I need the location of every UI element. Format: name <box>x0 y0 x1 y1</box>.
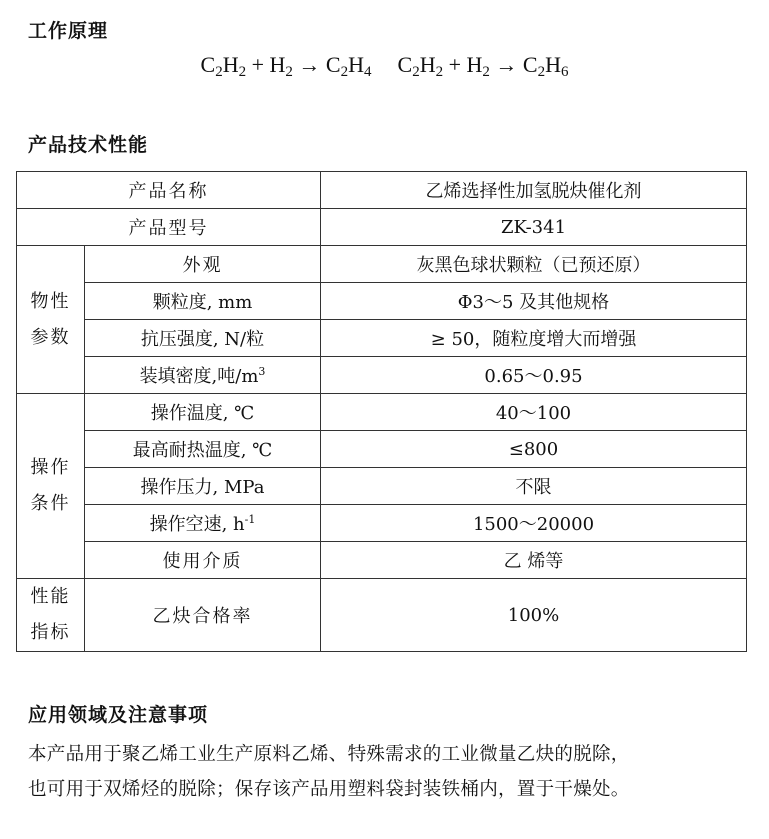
row-value: 灰黑色球状颗粒（已预还原） <box>321 246 747 283</box>
table-row <box>17 431 747 468</box>
notes-line-1: 本产品用于聚乙烯工业生产原料乙烯、特殊需求的工业微量乙炔的脱除， <box>28 744 630 765</box>
table-row <box>17 172 747 209</box>
table-row <box>17 320 747 357</box>
equation-2: $C_2H_2 + H_2 \to C_2H_6$ <box>397 52 569 80</box>
notes-line-2: 也可用于双烯烃的脱除；保存该产品用塑料袋封装铁桶内，置于干燥处。 <box>28 779 630 800</box>
row-value: Φ3～5 及其他规格 <box>321 283 747 320</box>
row-value: 不限 <box>321 468 747 505</box>
cell-value-product-name: 乙烯选择性加氢脱炔催化剂 <box>321 172 747 209</box>
row-label: 最高耐热温度, ℃ <box>85 431 321 468</box>
row-value: 乙 烯等 <box>321 542 747 579</box>
row-label: 操作压力, MPa <box>85 468 321 505</box>
row-label: 颗粒度, mm <box>85 283 321 320</box>
group-cell-performance: 性能 指标 <box>17 579 85 652</box>
row-label: 操作空速, $h^{-1}$ <box>85 505 321 542</box>
table-row <box>17 357 747 394</box>
section-title-performance: 产品技术性能 <box>28 134 149 156</box>
cell-value-model: ZK-341 <box>321 209 747 246</box>
row-value: ≤800 <box>321 431 747 468</box>
table-row <box>17 283 747 320</box>
table-row <box>17 209 747 246</box>
row-value: 100% <box>321 579 747 652</box>
table-row <box>17 468 747 505</box>
row-value: 0.65～0.95 <box>321 357 747 394</box>
equation-1: $C_2H_2 + H_2 \to C_2H_4$ <box>200 52 372 80</box>
row-value: ≥ 50，随粒度增大而增强 <box>321 320 747 357</box>
spec-table <box>16 171 747 652</box>
table-row <box>17 542 747 579</box>
row-value: 40～100 <box>321 394 747 431</box>
reaction-equations <box>0 52 769 78</box>
group-cell-operation: 操作 条件 <box>17 394 85 579</box>
cell-label-product-name: 产品名称 <box>17 172 321 209</box>
section-title-application: 应用领域及注意事项 <box>28 704 209 726</box>
table-row <box>17 579 747 652</box>
table-row <box>17 246 747 283</box>
row-value: 1500～20000 <box>321 505 747 542</box>
group-cell-physical: 物性 参数 <box>17 246 85 394</box>
table-row <box>17 394 747 431</box>
row-label: 抗压强度, N/粒 <box>85 320 321 357</box>
row-label: 装填密度,吨$/m^3$ <box>85 357 321 394</box>
row-label: 乙炔合格率 <box>85 579 321 652</box>
row-label: 使用介质 <box>85 542 321 579</box>
row-label: 操作温度, ℃ <box>85 394 321 431</box>
section-title-principle: 工作原理 <box>28 20 109 42</box>
row-label: 外观 <box>85 246 321 283</box>
cell-label-model: 产品型号 <box>17 209 321 246</box>
table-row <box>17 505 747 542</box>
